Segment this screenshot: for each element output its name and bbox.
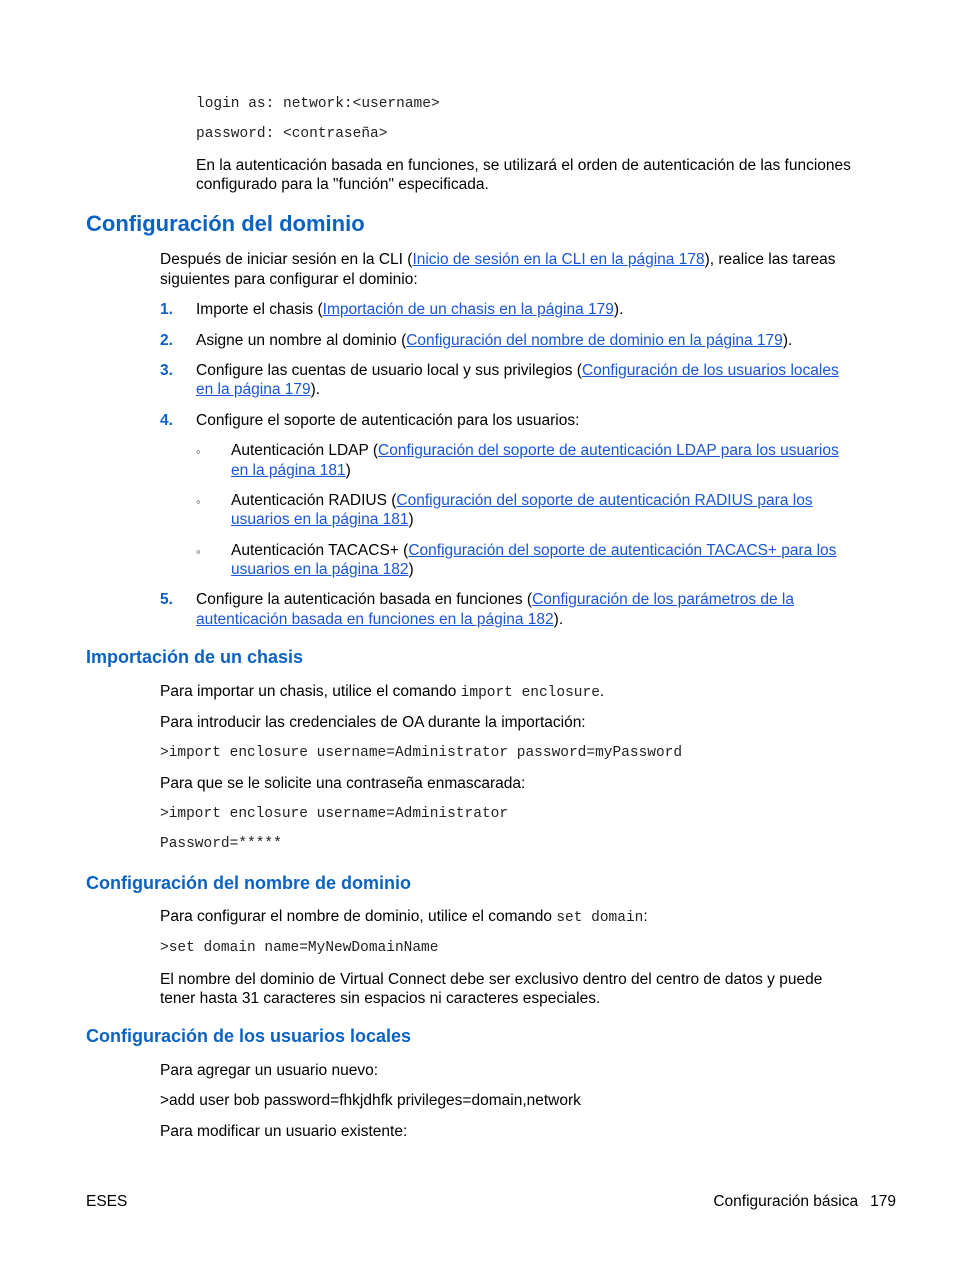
subitem-text-cont bbox=[231, 511, 414, 529]
step-label: ). bbox=[613, 301, 624, 318]
code-password: password: <contraseña> bbox=[196, 126, 388, 142]
link-ldap[interactable]: Configuración del soporte de autenticación LDAP para los usuarios bbox=[378, 442, 839, 459]
paragraph: Para que se le solicite una contraseña enmascarada: bbox=[160, 775, 526, 792]
step-text bbox=[196, 362, 839, 380]
step-text: Configure el soporte de autenticación para los usuarios: bbox=[196, 412, 580, 429]
code-line: >import enclosure username=Administrator bbox=[160, 806, 509, 822]
paragraph-text: Para configurar el nombre de dominio, utilice el comando bbox=[160, 908, 557, 925]
step-number: 2. bbox=[160, 332, 173, 349]
step-number: 3. bbox=[160, 362, 173, 379]
paragraph: Para modificar un usuario existente: bbox=[160, 1123, 408, 1140]
step-text bbox=[196, 591, 794, 609]
code-line: Password=***** bbox=[160, 836, 282, 852]
code-login: login as: network:<username> bbox=[196, 96, 440, 112]
section-title: Configuración de los usuarios locales bbox=[86, 1026, 412, 1046]
intro-line: siguientes para configurar el dominio: bbox=[160, 271, 418, 288]
link-tacacs-cont[interactable]: usuarios en la página 182 bbox=[231, 561, 409, 578]
inline-code: set domain bbox=[556, 910, 644, 926]
step-text bbox=[196, 332, 792, 350]
link-usuarios-locales-cont[interactable]: en la página 179 bbox=[196, 381, 311, 398]
link-parametros[interactable]: Configuración de los parámetros de la bbox=[532, 591, 794, 608]
paragraph-text: Para importar un chasis, utilice el comando bbox=[160, 683, 461, 700]
paragraph-line: El nombre del dominio de Virtual Connect debe ser exclusivo dentro del centro de datos y puede bbox=[160, 971, 823, 988]
paragraph-text: : bbox=[643, 908, 648, 925]
step-text-cont bbox=[196, 381, 320, 399]
inline-code: import enclosure bbox=[460, 685, 600, 701]
intro-text: Después de iniciar sesión en la CLI ( bbox=[160, 251, 413, 268]
subitem-label: Autenticación RADIUS ( bbox=[231, 492, 397, 509]
step-label: ). bbox=[782, 332, 793, 349]
link-radius-cont[interactable]: usuarios en la página 181 bbox=[231, 511, 409, 528]
link-usuarios-locales[interactable]: Configuración de los usuarios locales bbox=[581, 362, 839, 379]
subitem-text-cont bbox=[231, 561, 414, 579]
bullet-icon: ◦ bbox=[196, 544, 201, 559]
paragraph-line: configurado para la "función" especificada. bbox=[196, 176, 489, 193]
footer-label: Configuración básica bbox=[713, 1193, 859, 1210]
section-title: Configuración del nombre de dominio bbox=[86, 873, 412, 893]
paragraph-text: . bbox=[599, 683, 605, 700]
step-number: 5. bbox=[160, 591, 173, 608]
paragraph-line: En la autenticación basada en funciones, se utilizará el orden de autenticación de las funciones bbox=[196, 157, 851, 174]
step-label: Importe el chasis ( bbox=[196, 301, 323, 318]
link-inicio-sesion[interactable]: Inicio de sesión en la CLI en la página 178 bbox=[412, 251, 705, 268]
paragraph: >add user bob password=fhkjdhfk privileges=domain,network bbox=[160, 1092, 581, 1109]
paragraph bbox=[160, 908, 648, 926]
subitem-text bbox=[231, 442, 839, 460]
subitem-label: ) bbox=[408, 511, 414, 528]
page-number: 179 bbox=[870, 1193, 896, 1210]
paragraph: Para agregar un usuario nuevo: bbox=[160, 1062, 379, 1079]
link-ldap-cont[interactable]: en la página 181 bbox=[231, 462, 346, 479]
step-label: Configure las cuentas de usuario local y sus privilegios ( bbox=[196, 362, 582, 379]
bullet-icon: ◦ bbox=[196, 444, 201, 459]
code-line: >set domain name=MyNewDomainName bbox=[160, 940, 439, 956]
subitem-label: ) bbox=[408, 561, 414, 578]
link-nombre-dominio[interactable]: Configuración del nombre de dominio en la página 179 bbox=[406, 332, 783, 349]
step-text bbox=[196, 301, 623, 319]
link-importacion[interactable]: Importación de un chasis en la página 179 bbox=[322, 301, 614, 318]
subitem-text bbox=[231, 492, 813, 510]
paragraph-line: tener hasta 31 caracteres sin espacios ni caracteres especiales. bbox=[160, 990, 601, 1007]
subitem-label: Autenticación LDAP ( bbox=[231, 442, 379, 459]
step-text-cont bbox=[196, 611, 563, 629]
link-parametros-cont[interactable]: autenticación basada en funciones en la página 182 bbox=[196, 611, 554, 628]
code-line: >import enclosure username=Administrator password=myPassword bbox=[160, 745, 683, 761]
footer-left: ESES bbox=[86, 1193, 128, 1210]
link-radius[interactable]: Configuración del soporte de autenticación RADIUS para los bbox=[396, 492, 813, 509]
subitem-text bbox=[231, 542, 836, 560]
step-label: ). bbox=[310, 381, 321, 398]
step-number: 1. bbox=[160, 301, 173, 318]
paragraph bbox=[160, 683, 604, 701]
step-number: 4. bbox=[160, 412, 173, 429]
footer-right bbox=[713, 1193, 896, 1211]
intro-text: ), realice las tareas bbox=[704, 251, 836, 268]
step-label: Asigne un nombre al dominio ( bbox=[196, 332, 407, 349]
intro-line bbox=[160, 251, 836, 269]
subitem-text-cont bbox=[231, 462, 351, 480]
section-title: Configuración del dominio bbox=[86, 211, 365, 236]
link-tacacs[interactable]: Configuración del soporte de autenticación TACACS+ para los bbox=[408, 542, 837, 559]
subitem-label: Autenticación TACACS+ ( bbox=[231, 542, 409, 559]
subitem-label: ) bbox=[345, 462, 351, 479]
step-label: ). bbox=[553, 611, 564, 628]
paragraph: Para introducir las credenciales de OA durante la importación: bbox=[160, 714, 586, 731]
bullet-icon: ◦ bbox=[196, 494, 201, 509]
step-label: Configure la autenticación basada en funciones ( bbox=[196, 591, 533, 608]
section-title: Importación de un chasis bbox=[86, 647, 304, 667]
